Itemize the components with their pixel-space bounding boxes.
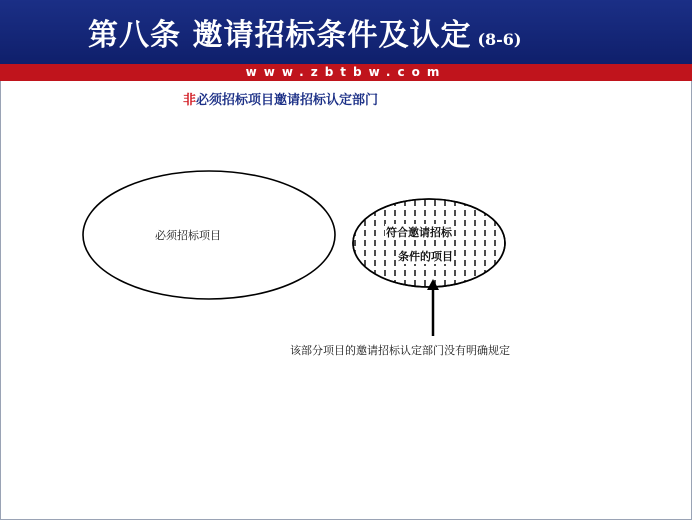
left-ellipse-label: 必须招标项目 xyxy=(155,229,221,242)
subtitle-prefix: 非 xyxy=(183,93,197,108)
subtitle-text: 必须招标项目邀请招标认定部门 xyxy=(196,93,379,108)
title-suffix: (8-6) xyxy=(477,30,522,49)
arrow-note: 该部分项目的邀请招标认定部门没有明确规定 xyxy=(290,344,510,357)
title-text: 第八条 邀请招标条件及认定 xyxy=(88,18,472,53)
right-ellipse-label-line2: 条件的项目 xyxy=(398,250,453,263)
right-ellipse-label-line1: 符合邀请招标 xyxy=(386,226,452,239)
website-url: www.zbtbw.com xyxy=(245,65,447,79)
right-ellipse-hatch xyxy=(350,196,510,292)
